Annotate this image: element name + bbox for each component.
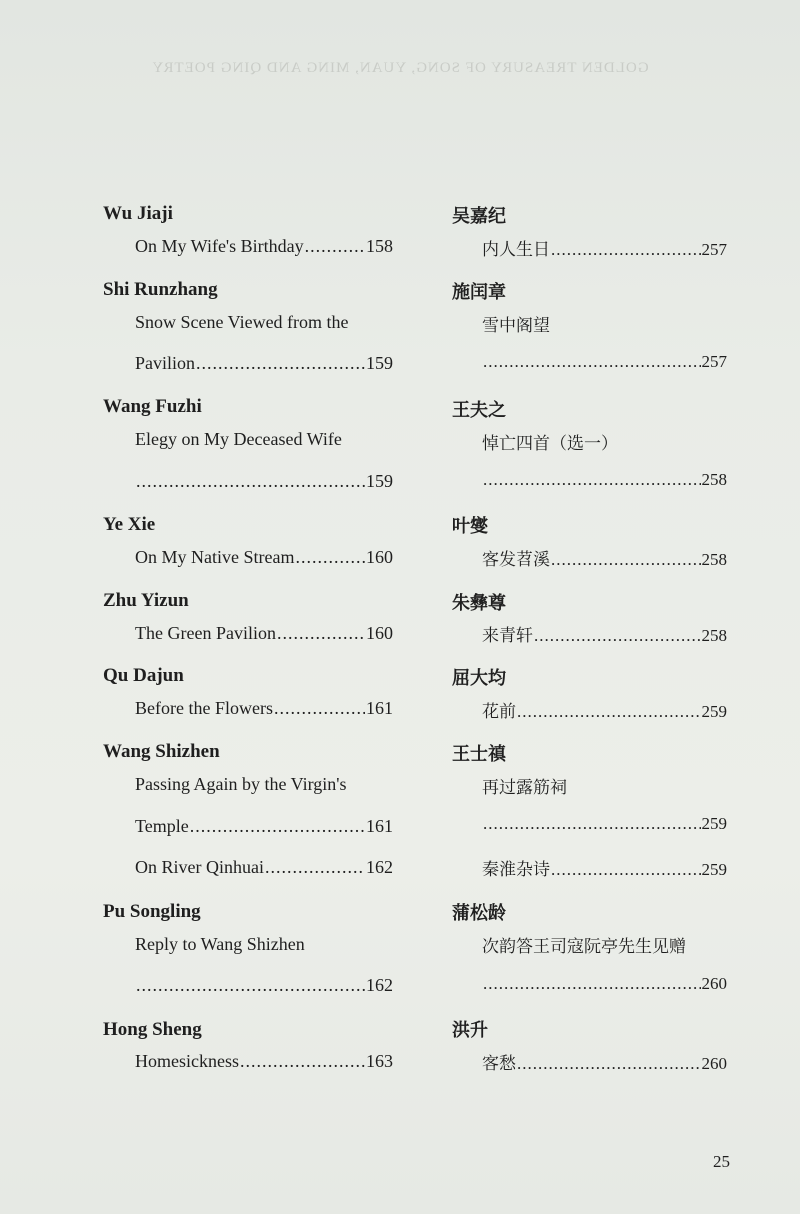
poet-name: 朱彝尊 xyxy=(452,593,506,613)
poem-title: Elegy on My Deceased Wife xyxy=(135,429,342,449)
page-ref: 159 xyxy=(366,353,393,373)
toc-entry xyxy=(135,312,349,333)
toc-entry xyxy=(482,1049,727,1074)
leader-dots xyxy=(305,236,365,257)
poem-title: 悼亡四首（选一） xyxy=(482,434,618,453)
poem-title: Reply to Wang Shizhen xyxy=(135,934,305,954)
page-ref: 158 xyxy=(366,236,393,256)
poem-title: Before the Flowers xyxy=(135,698,273,718)
toc-entry xyxy=(135,1051,393,1072)
page-ref: 159 xyxy=(366,471,393,491)
leader-dots xyxy=(483,352,701,372)
poem-title: On My Native Stream xyxy=(135,547,295,567)
poem-title: 次韵答王司寇阮亭先生见赠 xyxy=(482,937,686,956)
page-ref: 163 xyxy=(366,1051,393,1071)
leader-dots xyxy=(196,353,365,374)
poem-title: 秦淮杂诗 xyxy=(482,860,550,879)
poem-title: 再过露筋祠 xyxy=(482,778,567,797)
leader-dots xyxy=(295,547,365,568)
poem-title: The Green Pavilion xyxy=(135,623,276,643)
toc-entry xyxy=(135,236,393,257)
toc-entry xyxy=(482,814,727,834)
page-ref: 162 xyxy=(366,975,393,995)
page-ref: 259 xyxy=(701,814,727,833)
poem-title: On River Qinhuai xyxy=(135,857,264,877)
leader-dots xyxy=(483,814,701,834)
poem-title: Homesickness xyxy=(135,1051,239,1071)
toc-entry xyxy=(135,857,393,878)
running-head-bleed-through: GOLDEN TREASURY OF SONG, YUAN, MING AND QING POETRY xyxy=(151,60,649,76)
toc-entry xyxy=(482,470,727,490)
poet-name: Hong Sheng xyxy=(103,1019,202,1040)
poet-name: Shi Runzhang xyxy=(103,279,218,300)
toc-entry xyxy=(482,855,727,880)
poet-name: Zhu Yizun xyxy=(103,590,189,611)
poet-name: Ye Xie xyxy=(103,514,156,535)
page-ref: 160 xyxy=(366,623,393,643)
poet-name: Pu Songling xyxy=(103,901,201,922)
poet-name: 吴嘉纪 xyxy=(452,206,506,226)
page-ref: 257 xyxy=(701,352,727,371)
page-ref: 161 xyxy=(366,816,393,836)
toc-entry xyxy=(135,698,393,719)
leader-dots xyxy=(534,626,701,646)
toc-entry xyxy=(482,621,727,646)
poem-title: 雪中阁望 xyxy=(482,316,550,335)
poet-name: 王夫之 xyxy=(452,400,506,420)
page-ref: 160 xyxy=(366,547,393,567)
leader-dots xyxy=(277,623,365,644)
toc-entry xyxy=(135,816,393,837)
page-number: 25 xyxy=(713,1152,730,1171)
page-ref: 259 xyxy=(701,860,727,879)
poem-title: 来青轩 xyxy=(482,626,533,645)
toc-entry xyxy=(135,429,342,450)
poem-title: On My Wife's Birthday xyxy=(135,236,304,256)
toc-entry xyxy=(135,547,393,568)
poem-title: Pavilion xyxy=(135,353,196,373)
leader-dots xyxy=(274,698,365,719)
poem-title: Passing Again by the Virgin's xyxy=(135,774,347,794)
toc-entry xyxy=(482,974,727,994)
toc-entry xyxy=(482,311,550,336)
leader-dots xyxy=(265,857,365,878)
toc-entry xyxy=(135,975,393,996)
leader-dots xyxy=(483,470,701,490)
poem-title: 客愁 xyxy=(482,1054,516,1073)
poem-title: 客发苕溪 xyxy=(482,550,550,569)
poet-name: 叶燮 xyxy=(452,516,488,536)
poet-name: Wu Jiaji xyxy=(103,203,173,224)
leader-dots xyxy=(551,240,701,260)
toc-entry xyxy=(135,353,393,374)
toc-entry xyxy=(482,697,727,722)
poet-name: Qu Dajun xyxy=(103,665,184,686)
leader-dots xyxy=(136,471,365,492)
toc-entry xyxy=(482,545,727,570)
leader-dots xyxy=(483,974,701,994)
toc-entry xyxy=(482,235,727,260)
page-ref: 259 xyxy=(701,702,727,721)
poet-name: 洪升 xyxy=(452,1020,488,1040)
toc-entry xyxy=(135,623,393,644)
poem-title: 花前 xyxy=(482,702,516,721)
leader-dots xyxy=(551,550,701,570)
poem-title: Snow Scene Viewed from the xyxy=(135,312,349,332)
poet-name: Wang Fuzhi xyxy=(103,396,202,417)
toc-entry xyxy=(135,934,305,955)
leader-dots xyxy=(517,702,701,722)
poet-name: 王士禛 xyxy=(452,744,506,764)
poem-title: Temple xyxy=(135,816,189,836)
toc-entry xyxy=(135,471,393,492)
toc-entry xyxy=(482,352,727,372)
poem-title: 内人生日 xyxy=(482,240,550,259)
page-ref: 161 xyxy=(366,698,393,718)
page-ref: 260 xyxy=(701,974,727,993)
leader-dots xyxy=(136,975,365,996)
poet-name: 施闰章 xyxy=(452,282,506,302)
toc-entry xyxy=(482,932,686,957)
leader-dots xyxy=(517,1054,701,1074)
poet-name: Wang Shizhen xyxy=(103,741,220,762)
leader-dots xyxy=(551,860,701,880)
page-ref: 258 xyxy=(701,626,727,645)
toc-entry xyxy=(135,774,347,795)
toc-entry xyxy=(482,773,567,798)
leader-dots xyxy=(190,816,365,837)
leader-dots xyxy=(240,1051,365,1072)
page-ref: 258 xyxy=(701,550,727,569)
toc-entry xyxy=(482,429,618,454)
poet-name: 屈大均 xyxy=(452,668,506,688)
page-ref: 162 xyxy=(366,857,393,877)
poet-name: 蒲松龄 xyxy=(452,903,506,923)
page-ref: 258 xyxy=(701,470,727,489)
page-ref: 260 xyxy=(701,1054,727,1073)
page-ref: 257 xyxy=(701,240,727,259)
